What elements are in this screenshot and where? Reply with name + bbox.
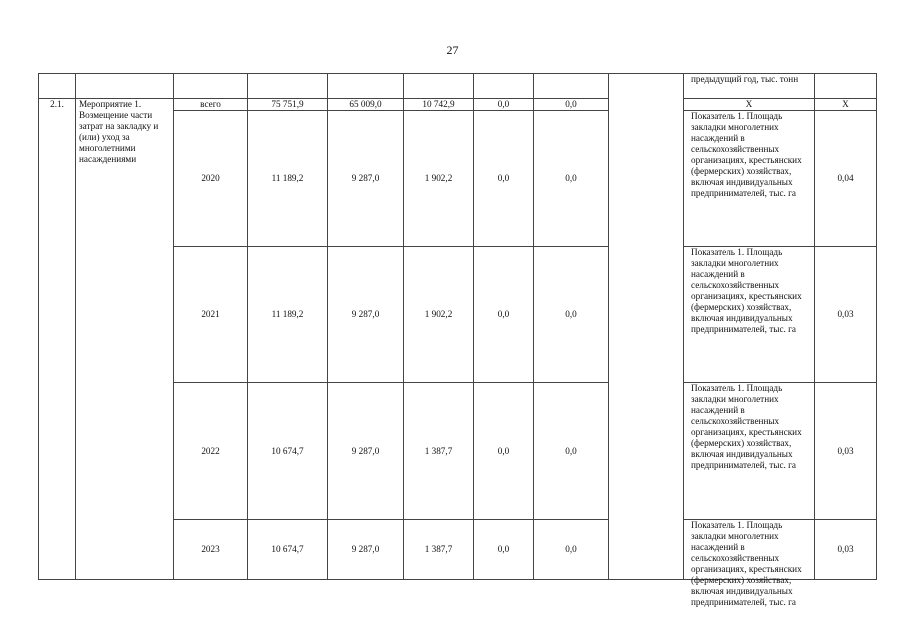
indicator-cell: Показатель 1. Площадь закладки многолетних насаждений в сельскохозяйственных организациях, крестьянских (фермерских) хозяйствах, включая индивидуальных предпринимателей, тыс. га bbox=[684, 111, 815, 247]
event-title: Мероприятие 1. Возмещение части затрат на закладку и (или) уход за многолетними насаждениями bbox=[76, 99, 174, 580]
year-federal: 1 902,2 bbox=[404, 247, 474, 383]
program-table bbox=[38, 73, 877, 607]
cell-empty bbox=[174, 74, 248, 99]
year-local: 0,0 bbox=[474, 247, 534, 383]
year-regional: 9 287,0 bbox=[328, 111, 404, 247]
year-regional: 9 287,0 bbox=[328, 383, 404, 520]
indicator-tail-cell: предыдущий год, тыс. тонн bbox=[684, 74, 815, 99]
year-local: 0,0 bbox=[474, 520, 534, 580]
year-federal: 1 387,7 bbox=[404, 520, 474, 580]
total-label: всего bbox=[174, 99, 248, 111]
year-total: 10 674,7 bbox=[248, 383, 328, 520]
year-federal: 1 387,7 bbox=[404, 383, 474, 520]
year-other: 0,0 bbox=[534, 247, 609, 383]
year-regional: 9 287,0 bbox=[328, 247, 404, 383]
indicator-value: 0,03 bbox=[815, 383, 877, 520]
total-value: Х bbox=[815, 99, 877, 111]
year-cell: 2022 bbox=[174, 383, 248, 520]
total-regional: 65 009,0 bbox=[328, 99, 404, 111]
year-other: 0,0 bbox=[534, 383, 609, 520]
indicator-value: 0,03 bbox=[815, 520, 877, 580]
year-local: 0,0 bbox=[474, 383, 534, 520]
table-row-continuation bbox=[39, 74, 877, 99]
total-local: 0,0 bbox=[474, 99, 534, 111]
indicator-value: 0,04 bbox=[815, 111, 877, 247]
cell-executor-merged bbox=[609, 74, 684, 580]
year-total: 11 189,2 bbox=[248, 111, 328, 247]
year-cell: 2020 bbox=[174, 111, 248, 247]
cell-empty bbox=[534, 74, 609, 99]
indicator-cell: Показатель 1. Площадь закладки многолетних насаждений в сельскохозяйственных организациях, крестьянских (фермерских) хозяйствах, включая индивидуальных предпринимателей, тыс. га bbox=[684, 383, 815, 520]
year-other: 0,0 bbox=[534, 520, 609, 580]
year-total: 11 189,2 bbox=[248, 247, 328, 383]
year-regional: 9 287,0 bbox=[328, 520, 404, 580]
indicator-value: 0,03 bbox=[815, 247, 877, 383]
event-number: 2.1. bbox=[39, 99, 76, 580]
cell-empty bbox=[328, 74, 404, 99]
total-sum: 75 751,9 bbox=[248, 99, 328, 111]
year-cell: 2021 bbox=[174, 247, 248, 383]
cell-empty bbox=[76, 74, 174, 99]
cell-empty bbox=[248, 74, 328, 99]
total-indicator: Х bbox=[684, 99, 815, 111]
year-local: 0,0 bbox=[474, 111, 534, 247]
cell-empty bbox=[404, 74, 474, 99]
table-row-total bbox=[39, 99, 877, 111]
indicator-cell: Показатель 1. Площадь закладки многолетних насаждений в сельскохозяйственных организациях, крестьянских (фермерских) хозяйствах, включая индивидуальных предпринимателей, тыс. га bbox=[684, 520, 815, 580]
cell-empty bbox=[474, 74, 534, 99]
year-cell: 2023 bbox=[174, 520, 248, 580]
year-total: 10 674,7 bbox=[248, 520, 328, 580]
page-number: 27 bbox=[446, 43, 459, 57]
year-other: 0,0 bbox=[534, 111, 609, 247]
cell-empty bbox=[39, 74, 76, 99]
total-other: 0,0 bbox=[534, 99, 609, 111]
indicator-cell: Показатель 1. Площадь закладки многолетних насаждений в сельскохозяйственных организациях, крестьянских (фермерских) хозяйствах, включая индивидуальных предпринимателей, тыс. га bbox=[684, 247, 815, 383]
cell-empty bbox=[815, 74, 877, 99]
total-federal: 10 742,9 bbox=[404, 99, 474, 111]
year-federal: 1 902,2 bbox=[404, 111, 474, 247]
